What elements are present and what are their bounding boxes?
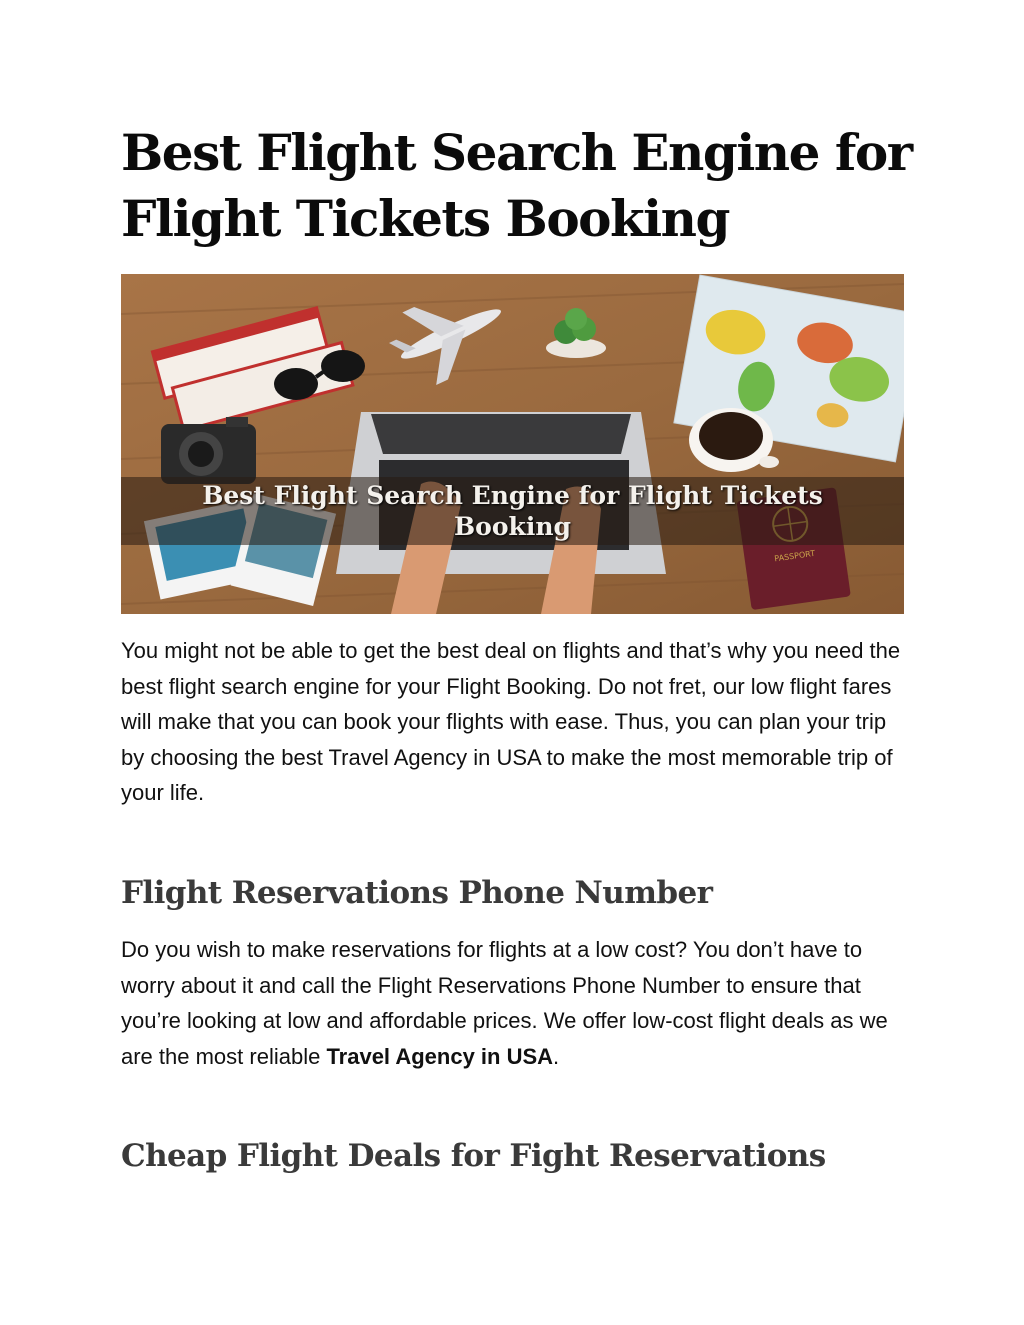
reservations-paragraph-end: . [553,1043,560,1069]
reservations-paragraph-text: Do you wish to make reservations for flights at a low cost? You don’t have to worry about it and call the Flight Reservations Phone Number to ensure that you’re looking at low and affordable prices. We offer low-cost flight deals as we are the most reliable [121,937,888,1069]
reservations-paragraph [121,932,911,1074]
hero-caption-band [121,477,904,545]
passport-label: PASSPORT [773,548,816,564]
intro-paragraph: You might not be able to get the best deal on flights and that’s why you need the best flight search engine for your Flight Booking. Do not fret, our low flight fares will make that you can book your flights with ease. Thus, you can plan your trip by choosing the best Travel Agency in USA to make the most memorable trip of your life. [121,638,901,805]
hero-image [121,274,904,614]
section-heading-reservations-phone: Flight Reservations Phone Number [121,875,713,911]
hero-caption-text: Best Flight Search Engine for Flight Tickets Booking [202,481,823,541]
travel-agency-link[interactable]: Travel Agency in USA [326,1043,554,1069]
travel-desk-illustration [121,274,904,614]
page-title: Best Flight Search Engine for Flight Tickets Booking [121,123,912,248]
section-heading-cheap-deals: Cheap Flight Deals for Fight Reservations [121,1138,826,1174]
camera-icon [161,417,256,484]
